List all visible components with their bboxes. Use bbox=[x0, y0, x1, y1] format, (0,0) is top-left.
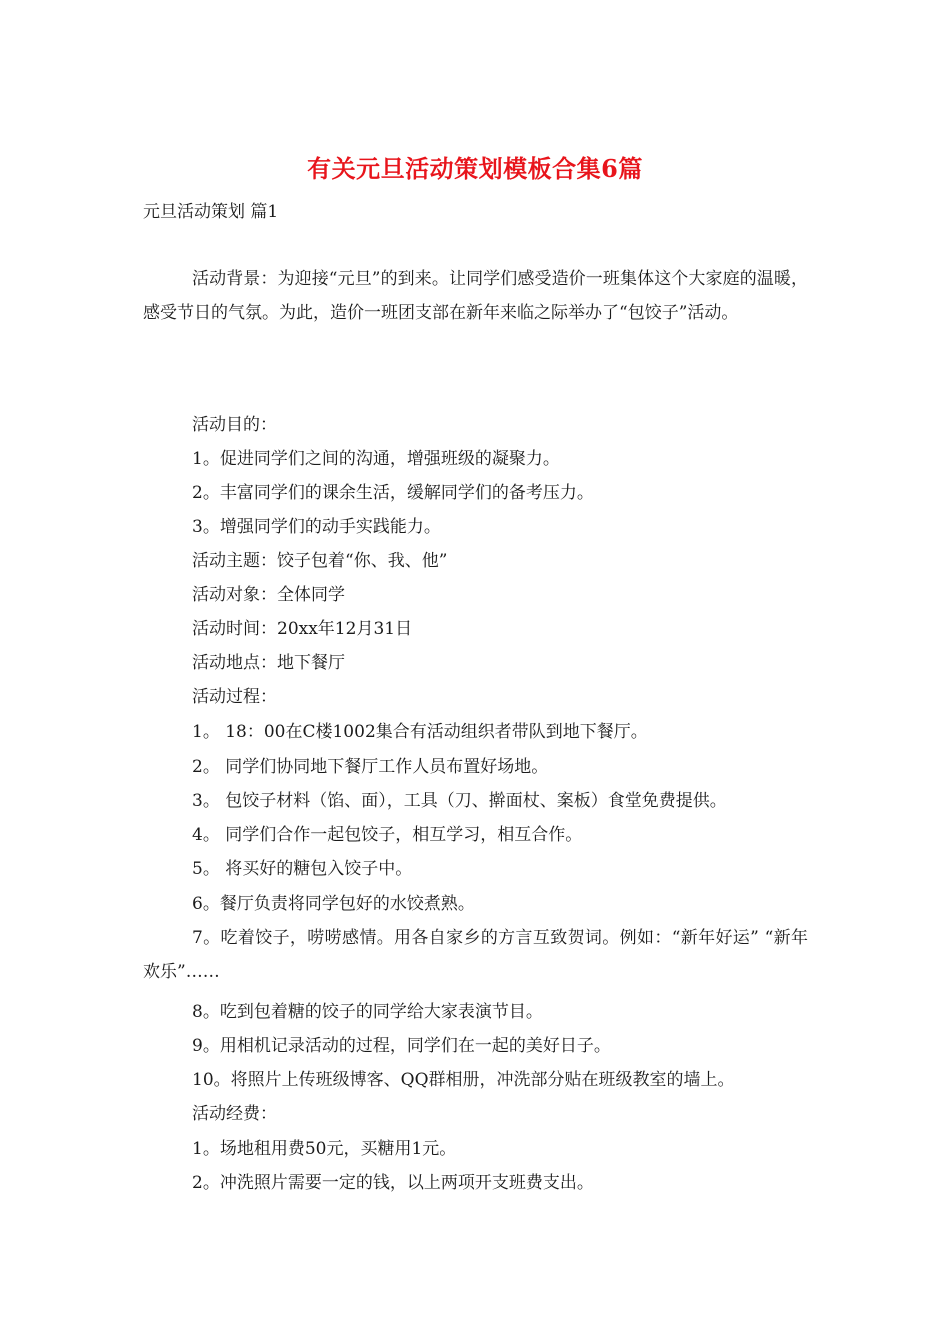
process-step: 4。 同学们合作一起包饺子，相互学习，相互合作。 bbox=[192, 825, 583, 845]
activity-target: 活动对象：全体同学 bbox=[192, 585, 345, 605]
background-paragraph: 活动背景：为迎接“元旦”的到来。让同学们感受造价一班集体这个大家庭的温暖，感受节日的气氛。为此，造价一班团支部在新年来临之际举办了“包饺子”活动。 bbox=[143, 269, 808, 323]
process-step: 1。 18：00在C楼1002集合有活动组织者带队到地下餐厅。 bbox=[192, 722, 648, 742]
process-step: 7。吃着饺子，唠唠感情。用各自家乡的方言互致贺词。例如：“新年好运” “新年欢乐”…… bbox=[143, 928, 808, 982]
section-heading: 元旦活动策划 篇1 bbox=[143, 202, 279, 222]
purpose-item: 1。促进同学们之间的沟通，增强班级的凝聚力。 bbox=[192, 449, 560, 469]
expense-item: 1。场地租用费50元，买糖用1元。 bbox=[192, 1139, 457, 1159]
document-title: 有关元旦活动策划模板合集6篇 bbox=[307, 154, 643, 183]
process-step: 9。用相机记录活动的过程，同学们在一起的美好日子。 bbox=[192, 1036, 611, 1056]
process-step: 2。 同学们协同地下餐厅工作人员布置好场地。 bbox=[192, 757, 549, 777]
purpose-item: 3。增强同学们的动手实践能力。 bbox=[192, 517, 441, 537]
purpose-label: 活动目的： bbox=[192, 415, 277, 435]
process-label: 活动过程： bbox=[192, 687, 277, 707]
activity-location: 活动地点：地下餐厅 bbox=[192, 653, 345, 673]
activity-theme: 活动主题：饺子包着“你、我、他” bbox=[192, 551, 448, 571]
process-step: 3。 包饺子材料（馅、面），工具（刀、擀面杖、案板）食堂免费提供。 bbox=[192, 791, 727, 811]
activity-time: 活动时间：20xx年12月31日 bbox=[192, 619, 413, 639]
process-step: 10。将照片上传班级博客、QQ群相册，冲洗部分贴在班级教室的墙上。 bbox=[192, 1070, 735, 1090]
purpose-item: 2。丰富同学们的课余生活，缓解同学们的备考压力。 bbox=[192, 483, 594, 503]
process-step: 8。吃到包着糖的饺子的同学给大家表演节目。 bbox=[192, 1002, 543, 1022]
process-step: 6。餐厅负责将同学包好的水饺煮熟。 bbox=[192, 894, 475, 914]
process-step: 5。 将买好的糖包入饺子中。 bbox=[192, 859, 413, 879]
expense-item: 2。冲洗照片需要一定的钱，以上两项开支班费支出。 bbox=[192, 1173, 594, 1193]
expense-label: 活动经费： bbox=[192, 1104, 277, 1124]
